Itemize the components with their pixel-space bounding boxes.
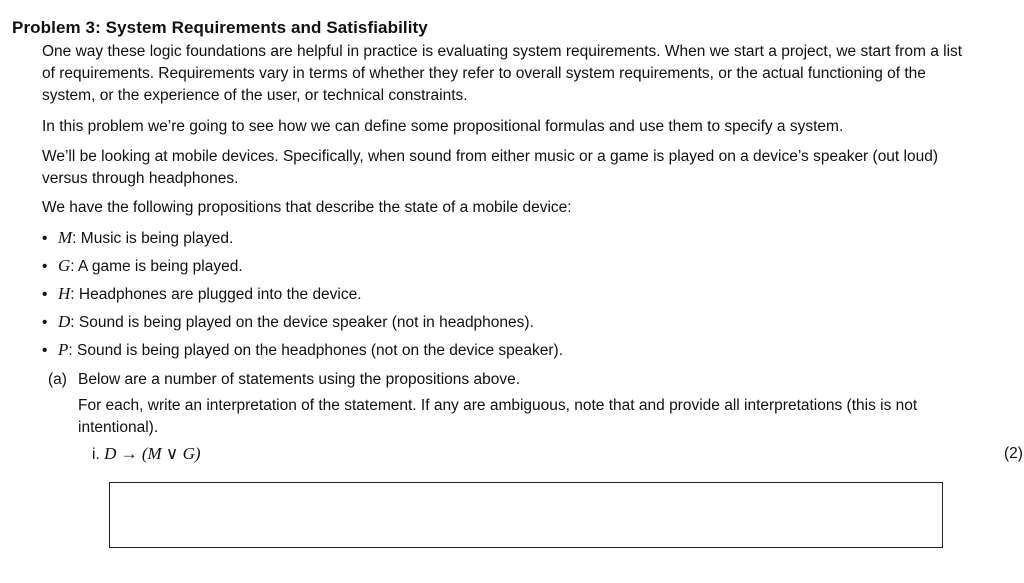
bullet-icon: • xyxy=(42,286,48,303)
proposition-item xyxy=(42,339,563,362)
propositions-intro: We have the following propositions that describe the state of a mobile device: xyxy=(42,199,572,216)
proposition-symbol: P xyxy=(58,340,69,359)
part-a-intro: Below are a number of statements using the propositions above. xyxy=(78,371,521,388)
proposition-text: : Sound is being played on the device speaker (not in headphones). xyxy=(70,314,534,331)
proposition-item xyxy=(42,311,534,334)
proposition-text: : Sound is being played on the headphones (not on the device speaker). xyxy=(68,342,564,359)
proposition-text: : Headphones are plugged into the device. xyxy=(70,286,362,303)
problem-title: Problem 3: System Requirements and Satisfiability xyxy=(12,18,428,37)
part-a-label: (a) xyxy=(48,371,67,388)
part-a-instructions: For each, write an interpretation of the statement. If any are ambiguous, note that and provide all interpretations (this is not intentional). xyxy=(78,397,918,436)
question-item xyxy=(92,443,201,466)
question-formula: D → (M ∨ G) xyxy=(104,444,201,463)
part-a-header xyxy=(48,369,520,391)
bullet-icon: • xyxy=(42,258,48,275)
intro-paragraph: One way these logic foundations are helpful in practice is evaluating system requirements. When we start a project, we start from a list of requirements. Requirements vary in terms of whether they refer to overall system requirements, or the actual functioning of the system, or the experience of the user, or technical constraints. xyxy=(42,43,963,104)
proposition-item xyxy=(42,283,362,306)
proposition-symbol: G xyxy=(58,256,71,275)
proposition-text: : A game is being played. xyxy=(70,258,243,275)
question-label: i. xyxy=(92,446,100,463)
bullet-icon: • xyxy=(42,314,48,331)
mobile-devices-paragraph: We’ll be looking at mobile devices. Specifically, when sound from either music or a game is played on a device’s speaker (out loud) versus through headphones. xyxy=(42,148,939,187)
proposition-text: : Music is being played. xyxy=(72,230,234,247)
proposition-item xyxy=(42,227,233,250)
bullet-icon: • xyxy=(42,230,48,247)
proposition-symbol: D xyxy=(58,312,71,331)
proposition-symbol: H xyxy=(58,284,71,303)
question-points: (2) xyxy=(1004,445,1023,462)
formulas-paragraph: In this problem we’re going to see how we can define some propositional formulas and use them to specify a system. xyxy=(42,118,844,135)
answer-box[interactable] xyxy=(109,482,943,548)
proposition-item xyxy=(42,255,243,278)
proposition-symbol: M xyxy=(58,228,73,247)
bullet-icon: • xyxy=(42,342,48,359)
